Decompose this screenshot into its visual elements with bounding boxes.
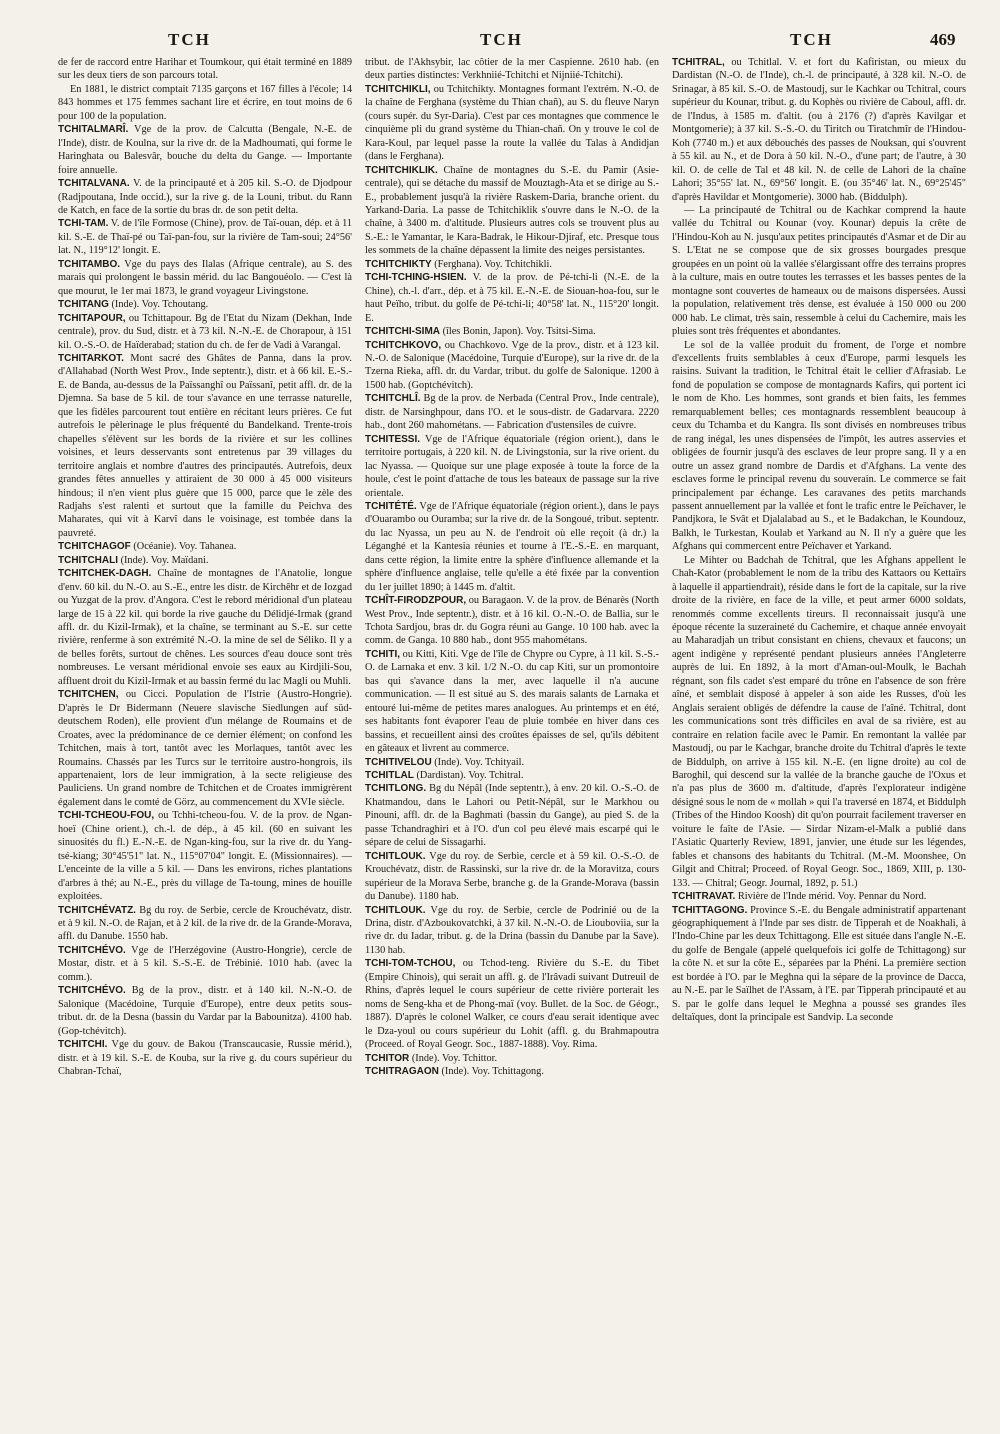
dictionary-entry: [365, 594, 659, 648]
entry-text: de fer de raccord entre Harihar et Toumkour, qui était terminé en 1889 sur les deux tiers de son parcours total.: [58, 57, 352, 82]
entry-headword: TCHITESSI.: [365, 433, 421, 445]
dictionary-entry: [365, 258, 659, 271]
dictionary-entry: [58, 177, 352, 217]
entry-text: Bg du roy. de Serbie, cercle de Krouchévatz, distr. et à 9 kil. N.-O. de Rajan, et à 2 kil. de la rive dr. de la Grande-Morava, affl. du Danube. 1550 hab.: [58, 904, 352, 943]
dictionary-entry: [672, 554, 966, 890]
entry-text: ou Tchhi-tcheou-fou. V. de la prov. de Ngan-hoeï (Chine orient.), ch.-l. de dép., à 45 kil. (60 en suivant les sinuosités du fl.) E.-N.-E. de Ngan-king-fou, sur la rive dr. du Yang-tsé-kiang; 30°45'51" lat. N., 115°07'04" longit. E. (Missionnaires). — L'enceinte de la ville a 5 kil. — Dans les environs, riches plantations d'arbres à thé; au N.-E., près du village de Ta-toung, mines de houille exploitées.: [58, 810, 352, 903]
entry-text: tribut. de l'Akhsybir, lac côtier de la mer Caspienne. 2610 hab. (en deux parties distinctes: Verkhniié-Tchitchi et Nijniié-Tchitchi).: [365, 57, 659, 82]
entry-text: (Inde). Voy. Tchittagong.: [438, 1065, 544, 1077]
dictionary-entry: [365, 648, 659, 756]
entry-headword: TCHITALVANA.: [58, 178, 130, 190]
dictionary-entry: [365, 1052, 659, 1065]
column-right: [671, 56, 966, 1426]
dictionary-entry: [365, 782, 659, 849]
entry-headword: TCHITIVELOU: [365, 756, 432, 768]
entry-headword: TCHITCHI-SIMA: [365, 326, 440, 338]
entry-headword: TCHITÉTÉ.: [365, 500, 417, 512]
entry-headword: TCHÎT-FIRODZPOUR,: [365, 595, 467, 607]
entry-text: (Dardistan). Voy. Tchitral.: [413, 770, 524, 782]
dictionary-entry: [672, 339, 966, 554]
entry-text: Bg de la prov., distr. et à 140 kil. N.-N.-O. de Salonique (Macédoine, Turquie d'Europe), entre deux petits sous-tribut. dr. de la Desna (bassin du Vardar par la Babounitza). 4100 hab. (Gop-tchévitch).: [58, 985, 352, 1037]
entry-headword: TCHITLAL: [365, 770, 414, 782]
text-columns: [58, 56, 966, 1426]
dictionary-entry: [672, 904, 966, 1025]
entry-headword: TCHITCHEN,: [58, 689, 119, 701]
dictionary-entry: [365, 56, 659, 83]
dictionary-entry: [58, 984, 352, 1038]
header-middle-guideword: TCH: [480, 30, 523, 49]
page-number: 469: [930, 30, 956, 49]
entry-headword: TCHITRAGAON: [365, 1065, 439, 1077]
dictionary-entry: [58, 688, 352, 809]
entry-headword: TCHITCHÉVO.: [58, 985, 126, 997]
header-right-guideword: TCH: [790, 30, 833, 49]
dictionary-entry: [58, 312, 352, 352]
entry-headword: TCHITCHÉVATZ.: [58, 904, 136, 916]
entry-text: (îles Bonin, Japon). Voy. Tsitsi-Sima.: [440, 326, 596, 338]
entry-text: ou Baragaon. V. de la prov. de Bénarès (North West Prov., Inde septentr.), distr. et à 16 kil. O.-N.-O. de Ballia, sur le Tchota Sardjou, bras dr. du Gogra réuni au Gange. 10 100 hab. avec la comm. de Ganga. 10 880 hab., dont 955 mahométans.: [365, 595, 659, 647]
entry-text: ou Tchitlal. V. et fort du Kafiristan, ou mieux du Dardistan (N.-O. de l'Inde), ch.-l. de principauté, à 328 kil. N.-O. de Srinagar, à 85 kil. S.-O. de Mastoudj, sur le Kachkar ou Tchitral, cours supérieur du Kounar, tribut. g. du Kophès ou rivière de Caboul, affl. dr. de l'Indus, à 1585 m. d'altit. (ou à 2176 (?) d'après Kavilgar et Montgomerie); à 37 kil. S.-S.-O. du Tiritch ou Tiratchmîr de l'Hindou-Koh (7740 m.) et aux débouchés des passes de Nouksan, qui s'ouvrent à 55 kil. au N., et de Dora à 50 kil. N.-O., d'une part; de l'autre, à 30 kil. O. de celle de Tal et 48 kil. N. de celle de Lahori de la chaîne Lahori; 35°55' lat. N., 69°56' longit. E. (ou 35°46' lat. N., 69°25'45" d'après Havildar et Montgomerie). 3000 hab. (Biddulph).: [672, 57, 966, 203]
entry-text: ou Tchod-teng. Rivière du S.-E. du Tibet (Empire Chinois), qui serait un affl. g. de l'Irâvadi suivant Dutreuil de Rhins, d'après lequel le cours supérieur de cette rivière porterait les noms de Seng-kha et de Phong-maï (voy. Bullet. de la Soc. de Géogr., 1887). D'après le colonel Walker, ce cours d'eau serait identique avec le Dza-youl ou cours supérieur du Lohit (affl. g. du Brahmapoutra (Proceed. of Royal Geogr. Soc., 1887-1888). Voy. Rima.: [365, 958, 659, 1051]
header-left-guideword: TCH: [168, 30, 211, 49]
entry-headword: TCHITOR: [365, 1052, 410, 1064]
entry-text: (Ferghana). Voy. Tchitchikli.: [431, 258, 552, 270]
entry-text: ou Chachkovo. Vge de la prov., distr. et à 123 kil. N.-O. de Salonique (Macédoine, Turquie d'Europe), sur la rive dr. de la Tzerna Rieka, affl. dr. du Vardar, tribut. du golfe de Salonique. 1200 à 1500 hab. (Goptchévitch).: [365, 339, 659, 391]
entry-headword: TCHITCHIKLIK.: [365, 164, 438, 176]
dictionary-entry: [365, 392, 659, 432]
dictionary-entry: [365, 500, 659, 594]
entry-headword: TCHITCHKOVO,: [365, 339, 442, 351]
column-middle: [364, 56, 659, 1426]
dictionary-entry: [58, 83, 352, 123]
dictionary-entry: [58, 554, 352, 567]
dictionary-entry: [58, 123, 352, 177]
entry-headword: TCHITCHAGOF: [58, 541, 131, 553]
entry-headword: TCHITAMBO.: [58, 258, 121, 270]
entry-headword: TCHITCHI.: [58, 1039, 108, 1051]
entry-headword: TCHI-TCHEOU-FOU,: [58, 810, 155, 822]
entry-text: (Inde). Voy. Maïdani.: [118, 554, 209, 566]
entry-text: Le sol de la vallée produit du froment, de l'orge et nombre d'excellents fruits semblables à ceux d'Europe, parmi lesquels les raisins. Suivant la tradition, le Tchitral était le cellier d'Afrasiab. Le fond de population se compose de montagnards Kafirs, qui portent ici le nom de Kho. Les hommes, sont grands et bien faits, les femmes remarquablement belles; ces montagnards ressemblent beaucoup à ceux du Tchamba et du Kangra. Ils sont divisés en nombreuses tribus de rang inégal, les unes dispensées de l'impôt, les autres asservies et obligées de fournir jusqu'à des esclaves de leur propre sang. Il y a en outre un assez grand nombre de Dardis et d'Afghans. La vente des esclaves forme le principal revenu du souverain. Le commerce se fait principalement par échange. Les caravanes des petits marchands passent annuellement par la vallée et font le trafic entre le Peïchaver, le Pandjkora, le Svât et Djalalabad au S., et le Badakchan, le Koundouz, Balkh, le Turkestan, Koulab et Yarkand au N. Il n'y a guère que les Afghans qui commercent entre Peïchaver et Yarkand.: [672, 339, 966, 553]
dictionary-entry: [365, 164, 659, 258]
entry-text: Vge de l'Herzégovine (Austro-Hongrie), cercle de Mostar, distr. et à 5 kil. S.-S.-E. de Trébinié. 1010 hab. (avec la comm.).: [58, 944, 352, 983]
entry-text: ou Kitti, Kiti. Vge de l'île de Chypre ou Cypre, à 11 kil. S.-S.-O. de Larnaka et env. 3 kil. 1/2 N.-O. du cap Kiti, sur un promontoire bas qui s'avance dans la mer, avec laquelle il n'a aucune communication. — Il est situé au S. des marais salants de Larnaka et entouré lui-même de petites mares analogues. Au printemps et en été, ses habitants font évaporer l'eau de pluie tombée en hiver dans ces bassins, et recueillent ainsi des croûtes épaisses de sel, qu'ils débitent en gâteaux et livrent au commerce.: [365, 648, 659, 755]
entry-text: Province S.-E. du Bengale administratif appartenant géographiquement à l'Inde par ses distr. de Tipperah et de Noakhali, à l'Indo-Chine par les deux Tchittagong. Elle est située dans l'angle N.-E. du golfe de Bengale (appelé quelquefois ici golfe de Tchittagong) sur la côte N. et sur la côte E., séparées par la Phéni. La première section est bordée à l'O. par le Meghna qui la sépare de la province de Dacca, au N.-E. par le Saïlhet de l'Assam, à l'E. par Tipperah principauté et au S. par le golfe dans lequel le Meghna a poussé ses grandes îles deltaïques, dont la principale est Sandvip. La seconde: [672, 904, 966, 1024]
entry-text: Mont sacré des Ghâtes de Panna, dans la prov. d'Allahabad (North West Prov., Inde septentr.), distr. et à 66 kil. E.-S.-E. de Banda, au-dessus de la Païssanghî ou Païssanî, petit affl. dr. de la Djemna. Sa base de 5 kil. de tour s'avance en une terrasse naturelle, que les fidèles parcourent tout entière en récitant leurs prières. Ce fut autrefois le pèlerinage le plus fréquenté du Bandelkand. Trente-trois chapelles s'élèvent sur les bords de la rivière et sur les collines voisines, et leurs desservants sont entretenus par 39 villages du territoire anglais et nombre d'autres des principautés. Autrefois, deux grandes fêtes annuelles y attiraient de 30 000 à 45 000 visiteurs hindous; il n'en vient plus guère que 15 000, parce que le zèle des Radjahs s'est ralenti et surtout que la famille du Peichva des Maharates, qui vit à Karvî dans le voisinage, est tombée dans la pauvreté.: [58, 352, 352, 539]
entry-text: Vge du roy. de Serbie, cercle et à 59 kil. O.-S.-O. de Krouchévatz, distr. de Rassinski, sur la rive dr. de la Moravitza, cours supérieur de la Morava Serbe, branche g. de la Grande-Morava (bassin du Danube). 1180 hab.: [365, 850, 659, 903]
dictionary-entry: [58, 944, 352, 984]
entry-headword: TCHI-TOM-TCHOU,: [365, 958, 456, 970]
entry-headword: TCHI-TAM.: [58, 218, 109, 230]
dictionary-entry: [58, 56, 352, 83]
entry-text: Bg de la prov. de Nerbada (Central Prov., Inde centrale), distr. de Narsinghpour, dans l'O. et le sous-distr. de Gadarvara. 2220 hab., dont 260 mahométans. — Fabrication d'ustensiles de cuivre.: [365, 393, 659, 432]
dictionary-entry: [365, 756, 659, 769]
dictionary-entry: [58, 217, 352, 257]
entry-headword: TCHI-TCHING-HSIEN.: [365, 272, 467, 284]
dictionary-entry: [58, 904, 352, 944]
dictionary-entry: [58, 567, 352, 688]
entry-text: Vge du gouv. de Bakou (Transcaucasie, Russie mérid.), distr. et à 19 kil. S.-E. de Kouba, sur la rive g. du cours supérieur du Chabran-Tchaï,: [58, 1039, 352, 1077]
entry-headword: TCHITCHIKTY: [365, 258, 432, 270]
column-left: [58, 56, 352, 1426]
entry-text: — La principauté de Tchitral ou de Kachkar comprend la haute vallée du Tchitral ou Kounar (voy. Kounar) depuis la crête de l'Hindou-Koh au N. jusqu'aux petites principautés d'Asmar et de Dir au S. L'Etat ne se compose que de six grosses bourgades presque groupées en un point où la vallée s'élargissant offre des terrains propres à la culture, mais en outre toutes les terrasses et les basses pentes de la montagne sont couvertes de hameaux ou de maisons dispersées. Aussi la population, relativement très dense, est évaluée à 150 000 ou 200 000 hab. Le climat, très sain, ressemble à celui du Cachemire, mais les pluies sont très fréquentes et abondantes.: [672, 204, 966, 338]
dictionary-entry: [365, 433, 659, 500]
entry-text: En 1881, le district comptait 7135 garçons et 167 filles à l'école; 14 843 hommes et 175 femmes sachant lire et écrire, en tout moins de 6 pour 100 de la population.: [58, 83, 352, 122]
dictionary-entry: [672, 56, 966, 204]
entry-text: Chaîne de montagnes de l'Anatolie, longue d'env. 60 kil. du N.-O. au S.-E., entre les distr. de Kirchêhr et de Iozgad ou Yuzgat de la prov. d'Angora. C'est le rebord méridional d'un plateau large de 15 à 22 kil. qui borde la rive gauche du Délidjé-Irmak (grand affl. dr. du Kizil-Irmak), et la chaîne, se terminant au S.-E. sur cette rivière, renferme à son extrémité N.-O. la mine de sel de Séliko. Il y a de belles forêts, surtout de chênes. Les sources d'eau douce sont très nombreuses. Le versant méridional envoie ses eaux au Kirdjili-Sou, affluent droit du Kizil-Irmak et au bassin fermé du lac Magli ou Muhli.: [58, 568, 352, 687]
dictionary-entry: [672, 890, 966, 903]
entry-headword: TCHITCHEK-DAGH.: [58, 568, 152, 580]
dictionary-entry: [365, 325, 659, 338]
entry-text: Chaîne de montagnes du S.-E. du Pamir (Asie-centrale), qui se détache du massif de Mouztagh-Ata et se dirige au S.-E., probablement jusqu'à la rivière Raskem-Daria, branche orient. du Yarkand-Daria. La passe de Tchitchiklik s'ouvre dans le N.-O. de la chaîne, à 3400 m. d'altitude. Plusieurs autres cols se trouvent plus au S.-E.: le Yamantar, le Kara-Badrak, le Hikour-Djiraf, etc. Presque tous les sommets de la chaîne dépassent la limite des neiges persistantes.: [365, 164, 659, 257]
entry-headword: TCHITALMARÎ.: [58, 124, 129, 136]
entry-text: Vge du pays des Ilalas (Afrique centrale), au S. des marais qui prolongent le bassin mérid. du lac Bangouéolo. — C'est là que mourut, le 1er mai 1873, le grand voyageur Livingstone.: [58, 258, 352, 297]
entry-headword: TCHITLONG.: [365, 783, 427, 795]
entry-text: (Inde). Voy. Tchittor.: [409, 1052, 498, 1064]
entry-text: Vge de la prov. de Calcutta (Bengale, N.-E. de l'Inde), distr. de Koulna, sur la rive dr. de la Madhoumati, qui forme le Haringhata ou Balesvâr, bouche du delta du Gange. — Importante foire annuelle.: [58, 124, 352, 176]
entry-text: V. de la prov. de Pé-tchi-li (N.-E. de la Chine), ch.-l. d'arr., dép. et à 75 kil. E.-N.-E. de Siouan-hoa-fou, sur le haut Peïho, tribut. du golfe de Pé-tchi-li; 40°58' lat. N., 115°20' longit. E.: [365, 272, 659, 324]
entry-text: ou Tchittapour. Bg de l'Etat du Nizam (Dekhan, Inde centrale), prov. du Sud, distr. et à 73 kil. N.-N.-E. de Chorapour, à 151 kil. O.-S.-O. de Haïderabad; station du ch. de fer de Vadi à Varangal.: [58, 312, 352, 351]
dictionary-entry: [58, 1038, 352, 1078]
dictionary-entry: [58, 258, 352, 298]
entry-text: Vge de l'Afrique équatoriale (région orient.), dans le territoire portugais, à 220 kil. N. de Livingstonia, sur la rive orient. du lac Nyassa. — Quoique sur une plage exposée à toute la force de la houle, c'est le point d'attache de tous les bateaux de passage sur la rive orientale.: [365, 433, 659, 499]
entry-text: Vge de l'Afrique équatoriale (région orient.), dans le pays d'Ouarambo ou Ouramba; sur la rive dr. de la Songoué, tribut. septentr. du lac Nyassa, un peu au N. de l'endroit où elle reçoit (à dr.) la Léganghé et la Kantesia réunies et tourne à l'E.-S.-E. en marquant, dans cette région, la limite entre la sphère d'influence allemande et la sphère d'influence anglaise, telle qu'elle a été fixée par la convention du 1er juillet 1890; à 1445 m. d'altit.: [365, 500, 659, 593]
entry-text: ou Tchitchikty. Montagnes formant l'extrém. N.-O. de la chaîne de Ferghana (système du Thian chañ), au S. du fleuve Naryn (cours supér. du Syr-Daria). C'est par ces montagnes que commence le cinquième pli du grand système du Thian-chañ. On y trouve le col de Kara-Koul, par lequel passe la route la vallée du Talas à Andidjan (dans le Ferghana).: [365, 83, 659, 163]
entry-text: V. de l'île Formose (Chine), prov. de Taï-ouan, dép. et à 11 kil. S.-E. de Thaï-pé ou Taï-pan-fou, sur la rivière de Tam-soui; 24°56' lat. N., 119°12' longit. E.: [58, 218, 352, 257]
dictionary-entry: [58, 298, 352, 311]
entry-headword: TCHITTAGONG.: [672, 904, 748, 916]
entry-text: Rivière de l'Inde mérid. Voy. Pennar du Nord.: [735, 891, 927, 903]
dictionary-entry: [365, 271, 659, 325]
entry-text: (Océanie). Voy. Tahanea.: [130, 541, 237, 553]
dictionary-entry: [58, 540, 352, 553]
running-header: [0, 30, 1000, 58]
dictionary-entry: [58, 809, 352, 903]
dictionary-entry: [365, 83, 659, 164]
dictionary-entry: [365, 850, 659, 904]
dictionary-entry: [672, 204, 966, 339]
entry-headword: TCHITCHALI: [58, 554, 118, 566]
entry-headword: TCHITCHLÎ.: [365, 393, 421, 405]
entry-text: (Inde). Voy. Tchoutang.: [108, 299, 209, 311]
entry-text: V. de la principauté et à 205 kil. S.-O. de Djodpour (Radjpoutana, Inde occid.), sur la rive g. de la Louni, tribut. du Rann de Katch, en face de la sortie du bras dr. de son petit delta.: [58, 178, 352, 216]
entry-headword: TCHITARKOT.: [58, 352, 124, 364]
dictionary-entry: [365, 769, 659, 782]
entry-headword: TCHITRAVAT.: [672, 891, 736, 903]
dictionary-entry: [365, 957, 659, 1051]
entry-headword: TCHITAPOUR,: [58, 312, 126, 324]
entry-headword: TCHITLOUK.: [365, 904, 426, 916]
entry-headword: TCHITCHÉVO.: [58, 944, 126, 956]
entry-text: (Inde). Voy. Tchityail.: [431, 756, 525, 768]
entry-headword: TCHITANG: [58, 299, 109, 311]
dictionary-entry: [365, 904, 659, 958]
entry-text: Le Mihter ou Badchah de Tchitral, que les Afghans appellent le Chah-Kator (probablement le nom de la tribu des Kattaors ou Kettaïrs à laquelle il appartiendrait), réside dans le fort de la capitale, sur la rive droite de la rivière, en face de la ville, et peut armer 6000 soldats, renommés comme excellents tireurs. Il reconnaissait jusqu'à une époque récente la suzeraineté du Cachemire, et chaque année envoyait au Maharadjah un tribut consistant en chiens, chevaux et faucons; un agent indigène y représenté pendant plusieurs années l'Angleterre auprès de lui. En 1892, à la mort d'Aman-oul-Moulk, le Bachah régnant, son fils cadet s'est emparé du trône en l'absence de son frère aîné, et semblait disposé à appeler à son aide les Russes, d'où les Anglais seraient obligés de défendre la cause de l'aîné. Tchitral, dont les communications sont très difficiles en aval de sa rivière, est au contraire en relation facile avec le Pamir. En remontant la vallée par Mastoudj, ou par le Kachgar, branche droite du Tchitral d'après le texte de Biddulph, on arrive à 155 kil. N.-E. (en ligne droite) au col de Baroghil, qui descend sur la vallée de la branche gauche de l'Oxus et n'a pas plus de 3600 m. d'altitude, d'après l'explorateur indigène désigné sous le nom de « mollah » qui l'a traversé en 1874, et Biddulph (Tribes of the Hindoo Koosh) dit qu'on pourrait facilement traverser en voiture le faîte de l'Asie. — Sirdar Nizam-el-Malk a publié dans l'Asiatic Quarterly Review, 1891, janvier, une étude sur les légendes, fables et chansons des habitants du Tchitral. (M.-M. Moonshee, On Gilgit and Chitral; Proceed. of Royal Geogr. Soc., 1869, XIII, p. 130-133. — Chitral; Geogr. Journal, 1892, p. 51.): [672, 554, 966, 889]
entry-text: Bg du Népâl (Inde septentr.), à env. 20 kil. O.-S.-O. de Khatmandou, dans le Lahori ou Petit-Népâl, sur le Markhou ou Pinouni, affl. dr. de la Baghmati (bassin du Gange), au pied S. de la passe Tchandraghiri et à l'O. d'un col peu élevé mais escarpé qui le sépare de celui de Sissagarhi.: [365, 783, 659, 849]
entry-headword: TCHITCHIKLI,: [365, 83, 431, 95]
dictionary-entry: [365, 1065, 659, 1078]
dictionary-entry: [365, 339, 659, 393]
entry-headword: TCHITRAL,: [672, 57, 725, 68]
entry-headword: TCHITI,: [365, 648, 400, 660]
entry-text: Vge du roy. de Serbie, cercle de Podrinié ou de la Drina, distr. d'Azboukovatchki, à 37 kil. N.-N.-O. de Liouboviia, sur la rive dr. du Iadar, tribut. g. de la Drina (bassin du Danube par la Save). 1130 hab.: [365, 904, 659, 956]
dictionary-entry: [58, 352, 352, 540]
entry-headword: TCHITLOUK.: [365, 850, 426, 862]
entry-text: ou Cicci. Population de l'Istrie (Austro-Hongrie). D'après le Dr Bidermann (Neuere slavische Siedlungen auf süd-deutschem Roden), elle provient d'un mélange de Roumains et de Croates, avec la prédominance de ce dernier élément; on confond les Tchitchen, mais à tort, tantôt avec les Morlaques, tantôt avec les Roumains. Chassés par les Turcs sur le territoire austro-hongrois, ils appartenaient, lors de leur immigration, à la secte religieuse des Pauliciens. Un grand nombre de Tchitchen et de Croates immigrèrent également dans le comté de Görz, au commencement du XVIe siècle.: [58, 689, 352, 808]
